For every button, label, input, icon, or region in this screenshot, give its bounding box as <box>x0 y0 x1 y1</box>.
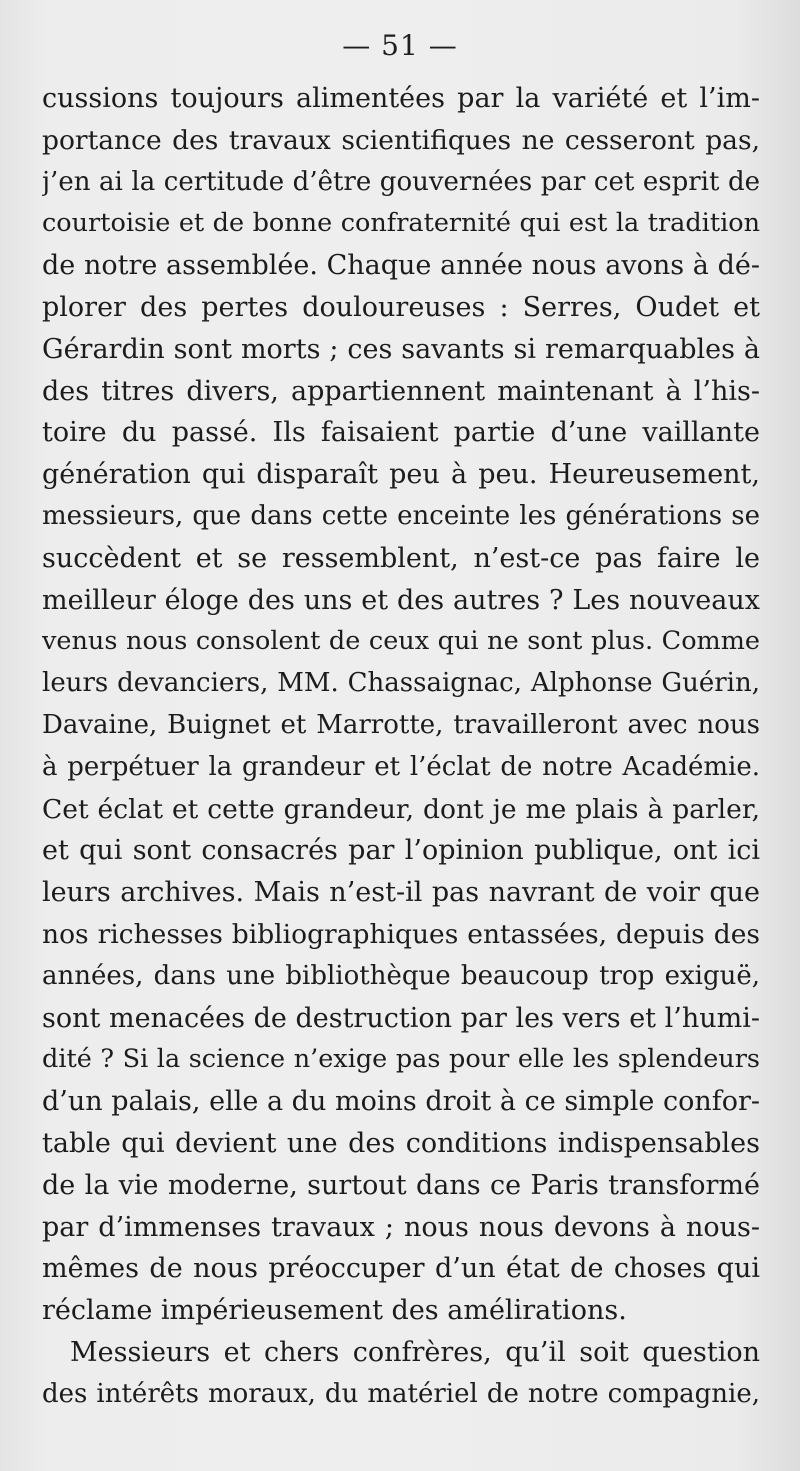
text-line: de la vie moderne, surtout dans ce Paris transformé <box>42 1169 760 1201</box>
text-line: venus nous consolent de ceux qui ne sont plus. Comme <box>42 626 760 657</box>
page-number: — 51 — <box>342 29 458 62</box>
text-line: mêmes de nous préoccuper d’un état de choses qui <box>42 1253 760 1285</box>
text-line: par d’immenses travaux ; nous nous devons à nous- <box>42 1211 760 1243</box>
text-line: et qui sont consacrés par l’opinion publique, ont ici <box>42 835 760 867</box>
text-line: Gérardin sont morts ; ces savants si remarquables à <box>42 333 760 365</box>
text-line: leurs archives. Mais n’est-il pas navrant de voir que <box>42 877 760 909</box>
text-line: courtoisie et de bonne confraternité qui est la tradition <box>42 208 760 239</box>
text-line: Davaine, Buignet et Marrotte, travailleront avec nous <box>42 709 760 740</box>
paragraph-1 <box>42 78 760 1332</box>
text-line: à perpétuer la grandeur et l’éclat de notre Académie. <box>42 751 760 782</box>
text-line: des titres divers, appartiennent maintenant à l’his- <box>42 375 760 407</box>
text-line: des intérêts moraux, du matériel de notre compagnie, <box>42 1378 760 1409</box>
text-line: plorer des pertes douloureuses : Serres, Oudet et <box>42 291 760 323</box>
text-line: années, dans une bibliothèque beaucoup trop exiguë, <box>42 960 760 991</box>
text-line: succèdent et se ressemblent, n’est-ce pas faire le <box>42 542 760 574</box>
text-line: réclame impérieusement des amélirations. <box>42 1295 627 1327</box>
text-line: dité ? Si la science n’exige pas pour elle les splendeurs <box>42 1044 760 1075</box>
text-line: cussions toujours alimentées par la variété et l’im- <box>42 83 760 114</box>
text-line: génération qui disparaît peu à peu. Heureusement, <box>42 459 760 491</box>
text-line: de notre assemblée. Chaque année nous avons à dé- <box>42 250 760 282</box>
paragraph-2 <box>42 1332 760 1416</box>
text-line: Messieurs et chers confrères, qu’il soit question <box>70 1336 760 1368</box>
text-line: nos richesses bibliographiques entassées, depuis des <box>42 918 760 950</box>
text-line: leurs devanciers, MM. Chassaignac, Alphonse Guérin, <box>42 668 760 699</box>
text-line: meilleur éloge des uns et des autres ? Les nouveaux <box>42 584 760 616</box>
text-line: d’un palais, elle a du moins droit à ce simple confor- <box>42 1086 760 1118</box>
text-line: table qui devient une des conditions indispensables <box>42 1127 760 1159</box>
text-line: toire du passé. Ils faisaient partie d’une vaillante <box>42 417 760 449</box>
text-line: Cet éclat et cette grandeur, dont je me plais à parler, <box>42 793 760 825</box>
text-line: messieurs, que dans cette enceinte les générations se <box>42 500 760 531</box>
text-line: j’en ai la certitude d’être gouvernées par cet esprit de <box>42 166 760 197</box>
body-text <box>42 78 760 1416</box>
text-line: sont menacées de destruction par les vers et l’humi- <box>42 1002 760 1034</box>
text-line: portance des travaux scientifiques ne cesseront pas, <box>42 124 760 156</box>
